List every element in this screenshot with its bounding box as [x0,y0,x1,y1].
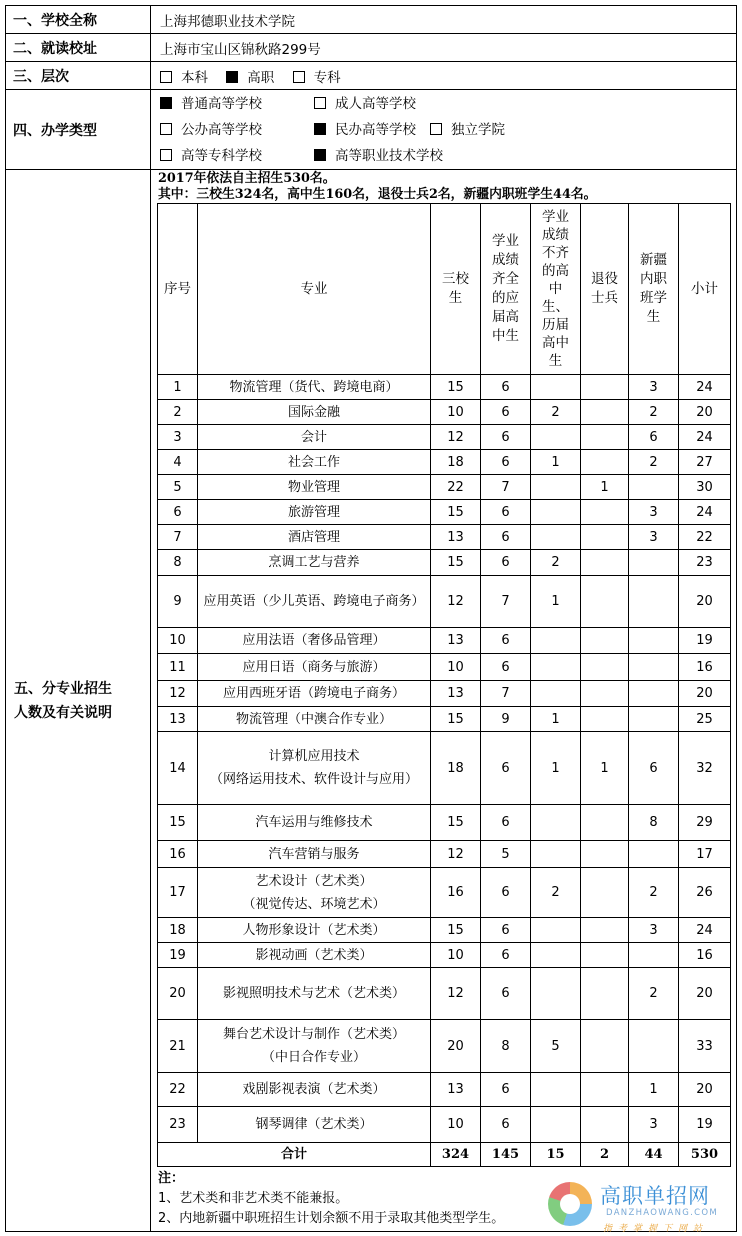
major-count [581,681,629,707]
major-count: 20 [679,400,731,425]
major-name: 社会工作 [198,450,431,475]
major-seq: 11 [158,654,198,681]
major-count [581,400,629,425]
major-count: 18 [431,450,481,475]
major-count: 6 [481,868,531,918]
major-name: 计算机应用技术 （网络运用技术、软件设计与应用） [198,732,431,805]
major-count: 15 [431,918,481,943]
major-count: 2 [629,968,679,1020]
level-option [226,66,274,86]
major-count: 25 [679,707,731,732]
major-count: 20 [679,576,731,628]
major-count: 2 [629,450,679,475]
header-sanxiao: 三校 生 [431,204,481,375]
major-row [158,1020,731,1073]
major-seq: 3 [158,425,198,450]
major-row [158,550,731,576]
major-seq: 15 [158,805,198,841]
major-count [581,707,629,732]
school-name-label: 一、学校全称 [6,6,151,34]
major-seq: 5 [158,475,198,500]
major-name: 艺术设计（艺术类） （视觉传达、环境艺术） [198,868,431,918]
major-count: 7 [481,576,531,628]
school-type-option [160,117,300,143]
total-row [158,1143,731,1167]
header-major: 专业 [198,204,431,375]
note-item: 1、艺术类和非艺术类不能兼报。 [158,1191,349,1206]
school-type-option [314,91,416,117]
major-count: 23 [679,550,731,576]
major-count: 1 [581,732,629,805]
major-count [581,628,629,654]
major-name: 旅游管理 [198,500,431,525]
major-row [158,425,731,450]
major-count: 15 [431,550,481,576]
major-count [531,425,581,450]
major-row [158,400,731,425]
major-count: 2 [531,550,581,576]
total-cell: 324 [431,1143,481,1167]
major-count: 12 [431,968,481,1020]
watermark-name: 高职单招网 [600,1184,710,1208]
major-count: 7 [481,475,531,500]
school-type-option [314,117,416,143]
school-type-option [314,143,443,169]
major-count: 19 [679,1107,731,1143]
school-type-option-label: 民办高等学校 [335,121,416,138]
major-name: 影视动画（艺术类） [198,943,431,968]
level-option [160,66,208,86]
major-count: 22 [679,525,731,550]
major-count [629,943,679,968]
major-name: 物流管理（中澳合作专业） [198,707,431,732]
checkbox-icon [314,149,326,161]
major-name: 国际金融 [198,400,431,425]
major-count: 1 [531,576,581,628]
major-count: 6 [481,654,531,681]
level-option [293,66,341,86]
major-count: 5 [531,1020,581,1073]
major-count: 15 [431,375,481,400]
header-complete-highschool: 学业 成绩 齐全 的应 届高 中生 [481,204,531,375]
total-cell: 44 [629,1143,679,1167]
major-count [531,525,581,550]
level-label: 三、层次 [6,62,151,90]
school-type-option-label: 高等职业技术学校 [335,147,443,164]
major-count [531,681,581,707]
total-cell: 2 [581,1143,629,1167]
major-seq: 8 [158,550,198,576]
school-type-option [430,117,505,143]
major-count [581,654,629,681]
major-count: 1 [629,1073,679,1107]
level-options [151,62,737,90]
major-count [531,1073,581,1107]
major-count [531,375,581,400]
school-type-option-label: 普通高等学校 [181,95,262,112]
major-count: 1 [581,475,629,500]
major-count: 24 [679,375,731,400]
school-type-option-label: 高等专科学校 [181,147,262,164]
major-count: 3 [629,375,679,400]
checkbox-icon [160,97,172,109]
major-count [629,681,679,707]
major-count: 7 [481,681,531,707]
header-veteran: 退役 士兵 [581,204,629,375]
major-name: 戏剧影视表演（艺术类） [198,1073,431,1107]
major-name: 会计 [198,425,431,450]
row-majors [6,170,737,1232]
row-level [6,62,737,90]
school-type-option [160,143,300,169]
major-seq: 13 [158,707,198,732]
checkbox-icon [160,123,172,135]
major-seq: 1 [158,375,198,400]
major-count [581,550,629,576]
major-count: 2 [531,400,581,425]
major-count: 6 [481,968,531,1020]
major-name: 应用法语（奢侈品管理） [198,628,431,654]
major-count [581,500,629,525]
major-seq: 14 [158,732,198,805]
major-count: 33 [679,1020,731,1073]
major-name: 应用西班牙语（跨境电子商务） [198,681,431,707]
level-option-label: 专科 [313,69,341,86]
major-count: 6 [481,628,531,654]
admission-info-table [5,5,737,1232]
major-count [531,805,581,841]
major-count: 20 [679,968,731,1020]
major-count: 24 [679,918,731,943]
major-count [629,707,679,732]
level-option-label: 高职 [247,69,275,86]
school-type-option-label: 成人高等学校 [335,95,416,112]
major-count: 29 [679,805,731,841]
note-item: 2、内地新疆中职班招生计划余额不用于录取其他类型学生。 [158,1211,505,1226]
major-name: 酒店管理 [198,525,431,550]
major-count [531,628,581,654]
major-count [629,576,679,628]
major-count: 27 [679,450,731,475]
major-row [158,525,731,550]
major-name: 人物形象设计（艺术类） [198,918,431,943]
major-count: 17 [679,841,731,868]
major-count [581,841,629,868]
majors-label-line: 五、分专业招生 [14,680,112,697]
major-seq: 22 [158,1073,198,1107]
major-count [581,805,629,841]
major-count: 12 [431,841,481,868]
major-count: 16 [679,654,731,681]
major-count: 15 [431,805,481,841]
major-count: 12 [431,576,481,628]
major-row [158,841,731,868]
major-name: 钢琴调律（艺术类） [198,1107,431,1143]
major-count [581,968,629,1020]
major-count: 3 [629,525,679,550]
major-count: 18 [431,732,481,805]
major-count [531,841,581,868]
major-name: 应用英语（少儿英语、跨境电子商务） [198,576,431,628]
school-type-option [160,91,300,117]
major-count: 6 [481,450,531,475]
major-seq: 12 [158,681,198,707]
major-row [158,943,731,968]
total-cell: 145 [481,1143,531,1167]
checkbox-icon [314,97,326,109]
major-count: 6 [481,918,531,943]
major-count [629,654,679,681]
major-seq: 16 [158,841,198,868]
major-count: 3 [629,500,679,525]
major-count: 6 [481,400,531,425]
watermark-slogan: 指考掌握下网站 [603,1224,709,1234]
major-count: 16 [431,868,481,918]
major-row [158,375,731,400]
major-count [531,654,581,681]
major-count: 1 [531,707,581,732]
major-count [531,918,581,943]
notes-title: 注： [158,1171,185,1186]
major-count: 1 [531,450,581,475]
watermark-logo [548,1178,738,1236]
major-row [158,918,731,943]
major-count [581,375,629,400]
major-count [581,425,629,450]
major-count: 15 [431,500,481,525]
summary-line: 2017年依法自主招生530名。 [158,171,336,186]
major-count: 20 [431,1020,481,1073]
major-name: 汽车运用与维修技术 [198,805,431,841]
major-count: 2 [629,868,679,918]
major-count [629,628,679,654]
major-row [158,805,731,841]
major-seq: 10 [158,628,198,654]
major-count: 3 [629,1107,679,1143]
major-row [158,654,731,681]
header-incomplete-highschool: 学业 成绩 不齐 的高 中 生、 历届 高中 生 [531,204,581,375]
major-count [581,868,629,918]
row-school-name [6,6,737,34]
major-seq: 20 [158,968,198,1020]
major-count [581,450,629,475]
major-count: 13 [431,628,481,654]
checkbox-icon [226,71,238,83]
major-count: 5 [481,841,531,868]
major-name: 应用日语（商务与旅游） [198,654,431,681]
major-count [531,475,581,500]
major-count [629,550,679,576]
major-count [629,475,679,500]
major-count: 20 [679,1073,731,1107]
major-count: 6 [481,1073,531,1107]
major-name: 物业管理 [198,475,431,500]
major-count: 13 [431,681,481,707]
row-school-type [6,90,737,170]
school-type-line [160,143,736,169]
major-count: 6 [629,425,679,450]
major-row [158,968,731,1020]
header-seq: 序号 [158,204,198,375]
major-count [581,943,629,968]
level-option-label: 本科 [181,69,208,86]
major-count: 2 [531,868,581,918]
header-xinjiang: 新疆 内职 班学 生 [629,204,679,375]
major-count: 6 [481,1107,531,1143]
header-subtotal: 小计 [679,204,731,375]
school-type-label: 四、办学类型 [6,90,151,170]
address-label: 二、就读校址 [6,34,151,62]
major-count: 2 [629,400,679,425]
major-count: 6 [481,550,531,576]
major-count: 22 [431,475,481,500]
checkbox-icon [293,71,305,83]
major-count: 3 [629,918,679,943]
major-count: 8 [481,1020,531,1073]
major-count [581,918,629,943]
major-name: 汽车营销与服务 [198,841,431,868]
major-count: 20 [679,681,731,707]
total-cell: 530 [679,1143,731,1167]
major-seq: 6 [158,500,198,525]
major-count [531,1107,581,1143]
major-count [531,500,581,525]
major-count [581,1020,629,1073]
logo-circle-icon [548,1182,592,1226]
major-seq: 4 [158,450,198,475]
major-count: 13 [431,1073,481,1107]
major-count: 6 [481,943,531,968]
checkbox-icon [314,123,326,135]
row-address [6,34,737,62]
majors-label-line: 人数及有关说明 [14,704,112,721]
major-row [158,1107,731,1143]
major-row [158,450,731,475]
school-name-value: 上海邦德职业技术学院 [151,6,737,34]
checkbox-icon [160,71,172,83]
majors-section-content [151,170,737,1232]
major-count: 1 [531,732,581,805]
major-name: 影视照明技术与艺术（艺术类） [198,968,431,1020]
major-row [158,475,731,500]
major-count [581,576,629,628]
major-count: 30 [679,475,731,500]
major-count [629,1020,679,1073]
major-name: 烹调工艺与营养 [198,550,431,576]
major-count: 10 [431,1107,481,1143]
major-count: 6 [481,732,531,805]
major-count: 6 [481,375,531,400]
admission-summary [151,170,736,203]
address-value: 上海市宝山区锦秋路299号 [151,34,737,62]
summary-line: 其中：三校生324名，高中生160名，退役士兵2名，新疆内职班学生44名。 [158,187,597,202]
major-count: 6 [481,805,531,841]
major-count: 8 [629,805,679,841]
total-cell: 15 [531,1143,581,1167]
major-count: 26 [679,868,731,918]
major-name: 舞台艺术设计与制作（艺术类） （中日合作专业） [198,1020,431,1073]
major-count: 19 [679,628,731,654]
total-label: 合计 [158,1143,431,1167]
major-seq: 17 [158,868,198,918]
major-seq: 18 [158,918,198,943]
major-count [581,1107,629,1143]
major-count: 15 [431,707,481,732]
major-row [158,576,731,628]
school-type-line [160,91,736,117]
checkbox-icon [430,123,442,135]
major-row [158,681,731,707]
school-type-options [151,90,737,170]
major-count [581,1073,629,1107]
major-seq: 19 [158,943,198,968]
major-count [629,841,679,868]
major-row [158,628,731,654]
major-count: 6 [629,732,679,805]
major-count: 16 [679,943,731,968]
major-count: 13 [431,525,481,550]
major-seq: 7 [158,525,198,550]
major-row [158,868,731,918]
major-count [581,525,629,550]
major-count: 32 [679,732,731,805]
major-row [158,1073,731,1107]
major-count: 6 [481,425,531,450]
major-seq: 9 [158,576,198,628]
watermark-domain: DANZHAOWANG.COM [606,1208,718,1218]
major-count: 24 [679,425,731,450]
school-type-line [160,117,736,143]
major-name: 物流管理（货代、跨境电商） [198,375,431,400]
checkbox-icon [160,149,172,161]
major-count: 10 [431,400,481,425]
majors-table [157,203,731,1167]
major-seq: 2 [158,400,198,425]
school-type-option-label: 独立学院 [451,121,505,138]
school-type-option-label: 公办高等学校 [181,121,262,138]
major-seq: 21 [158,1020,198,1073]
major-count [531,968,581,1020]
majors-section-label [6,170,151,1232]
major-count: 9 [481,707,531,732]
major-count: 10 [431,943,481,968]
major-count: 6 [481,500,531,525]
major-count: 12 [431,425,481,450]
major-row [158,732,731,805]
major-count: 10 [431,654,481,681]
major-row [158,707,731,732]
major-row [158,500,731,525]
major-count: 6 [481,525,531,550]
major-count [531,943,581,968]
majors-table-header [158,204,731,375]
major-seq: 23 [158,1107,198,1143]
major-count: 24 [679,500,731,525]
